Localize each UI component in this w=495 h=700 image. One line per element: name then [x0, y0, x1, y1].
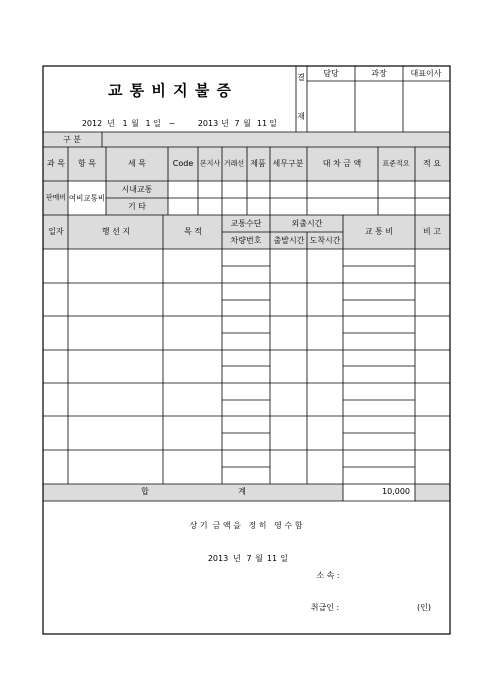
header-subject: 과 목: [47, 159, 65, 168]
form-title: 교 통 비 지 불 증: [107, 81, 233, 100]
period-end-day-unit: 일: [269, 119, 277, 128]
header-tax-class: 세무구분: [272, 159, 304, 168]
approval-header-ceo: 대표이사: [410, 69, 442, 78]
period-start-month-unit: 월: [131, 119, 139, 128]
period-start-day-unit: 일: [153, 119, 161, 128]
period-tilde: ~: [168, 119, 176, 128]
header-std-summary: 표준적요: [382, 159, 410, 168]
approval-header-manager: 담당: [323, 69, 339, 78]
header-depart-time: 출발시간: [273, 236, 305, 245]
period-start-day: 1: [145, 119, 151, 128]
recipient-field[interactable]: [345, 601, 410, 615]
header-route: 행 선 지: [101, 227, 131, 236]
header-arrive-time: 도착시간: [309, 236, 341, 245]
period-start-month: 1: [122, 119, 128, 128]
receipt-day: 11: [266, 554, 278, 563]
approval-header-section-chief: 과장: [371, 69, 387, 78]
header-fare: 교 통 비: [364, 227, 394, 236]
header-summary: 적 요: [423, 159, 441, 168]
header-amount: 대 차 금 액: [322, 159, 362, 168]
header-date: 일자: [48, 227, 64, 236]
period-end-month: 7: [234, 119, 240, 128]
receipt-year: 2013: [207, 554, 229, 563]
period-start-year: 2012: [81, 119, 103, 128]
approval-sign-ceo[interactable]: [403, 81, 450, 132]
receipt-month-unit: 월: [255, 554, 263, 563]
header-transport: 교통수단: [230, 219, 262, 228]
receipt-month: 7: [246, 554, 252, 563]
header-remarks: 비 고: [423, 227, 441, 236]
total-hap: 합: [141, 487, 149, 496]
approval-jae: 재: [297, 112, 305, 121]
account-item-value: 여비교통비: [68, 193, 106, 203]
header-product: 제품: [250, 159, 266, 168]
receipt-statement: 상 기 금 액 을 정 히 영 수 함: [189, 521, 303, 530]
seal-mark: (인): [417, 603, 431, 612]
total-gye: 계: [238, 487, 246, 496]
account-subject-value: 판매비: [45, 193, 67, 202]
account-detail-other: 기 타: [128, 202, 146, 211]
header-vehicle-no: 차량번호: [230, 236, 262, 245]
header-client: 거래선: [223, 159, 245, 168]
period-end-month-unit: 월: [243, 119, 251, 128]
period-end-year-unit: 년: [221, 119, 229, 128]
header-purpose: 목 적: [184, 227, 202, 236]
approval-sign-manager[interactable]: [307, 81, 355, 132]
recipient-label: 취급인 :: [310, 603, 340, 612]
affiliation-field[interactable]: [345, 569, 440, 583]
period-end-year: 2013: [197, 119, 219, 128]
receipt-day-unit: 일: [280, 554, 288, 563]
header-detail: 세 목: [128, 159, 146, 168]
approval-sign-section-chief[interactable]: [355, 81, 403, 132]
header-item: 항 목: [78, 159, 96, 168]
header-branch: 본지사: [199, 159, 221, 168]
affiliation-label: 소 속 :: [316, 571, 340, 580]
account-detail-local-transport: 시내교통: [121, 185, 153, 194]
section-gubun-label: 구 분: [63, 135, 81, 144]
receipt-year-unit: 년: [233, 554, 241, 563]
header-code: Code: [172, 159, 194, 168]
total-amount: 10,000: [382, 487, 410, 496]
header-outing-time: 외출시간: [291, 219, 323, 228]
approval-gyeol: 결: [297, 73, 305, 82]
period-end-day: 11: [256, 119, 268, 128]
period-start-year-unit: 년: [107, 119, 115, 128]
